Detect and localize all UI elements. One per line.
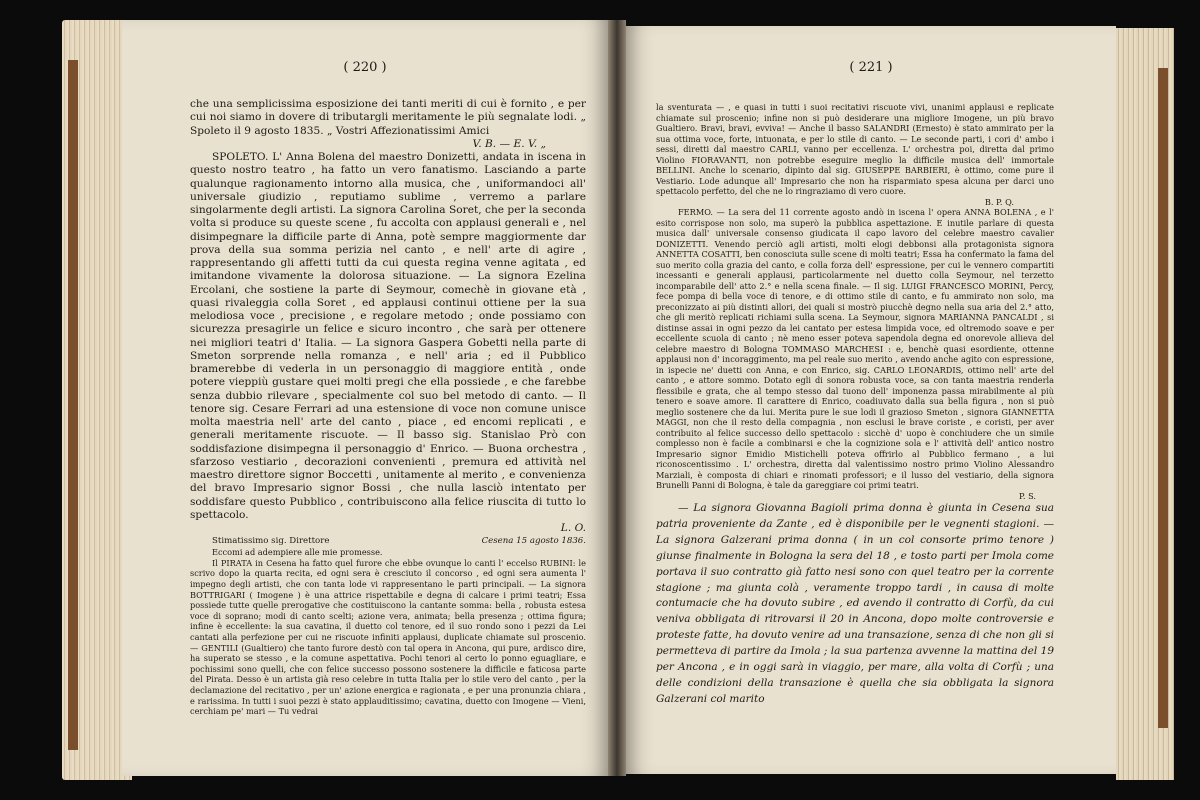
pirata-paragraph: Il PIRATA in Cesena ha fatto quel furore che ebbe ovunque lo canti l' eccelso RUBINI: le scrivo dopo la quarta recita, ed ogni sera è cresciuto il concorso , ed ogni sera aumenta l' impegno degli artisti, che con tanta lode vi rappresentano le parti principali. — La signora BOTTRIGARI ( Imogene ) è una attrice rispettabile e degna di calcare i primi teatri; Essa possiede tutte quelle prerogative che costituiscono la cantante somma: bella , robusta estesa voce di soprano; modi di canto scelti; azione vera, animata; bella presenza ; ottima figura; infine è eccellente: la sua cavatina, il duetto col tenore, ed il suo rondo sono i pezzi da Lei cantati alla perfezione per cui ne riscuote infiniti applausi, duplicate chiamate sul proscenio. — GENTILI (Gualtiero) che tanto furore destò con tal opera in Ancona, qui pure, ardisco dire, ha superato se stesso , e la comune aspettativa. Pochi tenori al certo lo ponno eguagliare, e pochissimi sono quelli, che con felice successo possono sostenere la difficile e faticosa parte del Pirata. Desso è un artista già reso celebre in tutta Italia per lo stile vero del canto , per la declamazione del recitativo , per un' azione energica e ragionata , e per una pronunzia chiara , e rarissima. In tutti i suoi pezzi è stato applauditissimo; cavatina, duetto con Imogene — Vieni, cerchiam pe' mari — Tu vedrai <box>190 557 586 717</box>
salutation: Stimatissimo sig. Direttore <box>212 536 330 547</box>
fermo-paragraph: FERMO. — La sera del 11 corrente agosto andò in iscena l' opera ANNA BOLENA , e l' esito corrispose non solo, ma superò la pubblica aspettazione. E inutile parlare di questa musica dall' universale consenso giudicata il capo lavoro del celebre maestro cavalier DONIZETTI. Venendo perciò agli artisti, molti elogi debbonsi alla protagonista signora ANNETTA COSATTI, ben conosciuta sulle scene di molti teatri; Essa ha confermato la fama del suo merito colla grazia del canto, e colla forza dell' espressione, per cui le vennero compartiti incessanti e generali applausi, particolarmente nel duetto colla Seymour, nel terzetto incomparabile dell' atto 2.° e nella scena finale. — Il sig. LUIGI FRANCESCO MORINI, Percy, fece pompa di bella voce di tenore, e di ottimo stile di canto, e fu ammirato non solo, ma preconizzato ai più distinti allori, dei quali si mostrò piucchè degno nella sua aria del 2.° atto, che gli meritò replicati richiami sulla scena. La Seymour, signora MARIANNA PANCALDI , si distinse assai in ogni pezzo da lei cantato per estesa limpida voce, ed oltremodo soave e per eccellente scuola di canto ; nè meno esser poteva sapendola degna ed onorevole allieva del celebre maestro di Bologna TOMMASO MARCHESI : e, benchè quasi esordiente, ottenne applausi non d' incoraggimento, ma pel reale suo merito , avendo anche agito con espressione, in ispecie ne' duetti con Anna, e con Enrico, sig. CARLO LEONARDIS, ottimo nell' arte del canto , e attore sommo. Dotato egli di sonora robusta voce, sa con tanta maestria renderla flessibile e grata, che al tempo stesso dal tuono dell' imponenza passa mirabilmente al più tenero e soave amore. Il carattere di Enrico, coadiuvato dalla sua bella figura , non si può meglio sostenere che da lui. Merita pure le sue lodi il grazioso Smeton , signora GIANNETTA MAGGI, non che il resto della compagnia , non esclusi le brave coriste , e coristi, per aver contribuito al felice successo dello spettacolo : sicchè d' uopo è conchiudere che un simile complesso non è facile a combinarsi e che la cognizione sola e l' attività dell' antico nostro Impresario signor Emidio Mistichelli poteva offrirlo al Pubblico fermano , a lui riconoscentissimo . L' orchestra, diretta dal valentissimo nostro primo Violino Alessandro Marziali, è composta di chiari e rinomati professori; e il lusso del vestiario, della signora Brunelli Panni di Bologna, è tale da gareggiare coi primi teatri. <box>656 207 1054 490</box>
page-number-right: ( 221 ) <box>849 60 893 75</box>
spoleto-paragraph: SPOLETO. L' Anna Bolena del maestro Donizetti, andata in iscena in questo nostro teatro , ha fatto un vero fanatismo. Lasciando a parte qualunque ragionamento intorno alla musica, che , uniformandoci all' universale giudizio , reputiamo sublime , verremo a parlare singolarmente degli artisti. La signora Carolina Soret, che per la seconda volta si produce su queste scene , fu accolta con applausi generali e , nel disimpegnare la difficile parte di Anna, potè sempre maggiormente dar prova della sua somma perizia nel canto , e nell' arte di agire , rappresentando gli affetti tutti da cui questa regina venne agitata , ed imitandone vivamente la dolorosa situazione. — La signora Ezelina Ercolani, che sostiene la parte di Seymour, comechè in giovane età , quasi rivaleggia colla Soret , ed applausi continui ottiene per la sua melodiosa voce , precisione , e regolare metodo ; onde possiamo con sicurezza presagirle un felice e sicuro incontro , che sarà per ottenere nei migliori teatri d' Italia. — La signora Gaspera Gobetti nella parte di Smeton sorprende nella romanza , e nell' aria ; ed il Pubblico bramerebbe di vederla in un personaggio di maggiore entità , onde potere vieppiù gustare quei molti pregi che ella possiede , e che farebbe senza dubbio rilevare , specialmente col suo bel metodo di canto. — Il tenore sig. Cesare Ferrari ad una estensione di voce non comune unisce molta maestria nell' arte del canto , piace , ed encomi replicati , e generali meritamente riscuote. — Il basso sig. Stanislao Prò con soddisfazione disimpegna il personaggio d' Enrico. — Buona orchestra , sfarzoso vestiario , decorazioni convenienti , premura ed attività nel maestro direttore signor Boccetti , unitamente al merito , e convenienza del bravo Impresario signor Bossi , che nulla lasciò intentato per soddisfare questo Pubblico , contribuiscono alla felice riuscita di tutto lo spettacolo. <box>190 151 586 521</box>
right-page <box>626 26 1116 774</box>
signature-lo: L. O. <box>560 522 586 534</box>
right-page-edges <box>1116 28 1174 780</box>
opening-paragraph: la sventurata — , e quasi in tutti i suoi recitativi riscuote vivi, unanimi applausi e replicate chiamate sul proscenio; infine non si può desiderare una migliore Imogene, un più bravo Gualtiero. Bravi, bravi, evviva! — Anche il basso SALANDRI (Ernesto) è stato ammirato per la sua ottima voce, forte, intuonata, e per lo stile di canto. — Le seconde parti, i cori d' ambo i sessi, diretti dal maestro CARLI, vanno per eccellenza. L' orchestra poi, diretta dal primo Violino FIORAVANTI, non potrebbe eseguire meglio la difficile musica dell' immortale BELLINI. Anche lo scenario, dipinto dal sig. GIUSEPPE BARBIERI, è ottimo, come pure il Vestiario. Lode adunque all' Impresario che non ha risparmiato spesa alcuna per darci uno spettacolo perfetto, del che ne lo ringraziamo di vero cuore. <box>656 102 1054 196</box>
left-page <box>122 20 608 776</box>
book-gutter <box>608 20 626 776</box>
signature-ps: P. S. <box>1019 490 1036 501</box>
left-page-text <box>190 98 586 717</box>
signature-vb-ev: V. B. — E. V. „ <box>472 137 546 150</box>
closing-paragraph: — La signora Giovanna Bagioli prima donna è giunta in Cesena sua patria proveniente da Zante , ed è disponibile per le vegnenti stagioni. — La signora Galzerani prima donna ( in un col consorte primo tenore ) giunse finalmente in Bologna la sera del 18 , e tosto parti per Imola come portava il suo contratto già fatto nesi sono con quel teatro per la corrente stagione ; ma giunta colà , veramente troppo tardi , in causa di molte contumacie che ha dovuto subire , ed avendo il contratto di Corfù, da cui veniva obbligata di ritrovarsi il 20 in Ancona, dopo molte controversie e proteste fatte, ha dovuto venire ad una transazione, senza di che non gli si permetteva di partire da Imola ; la sua partenza avvenne la mattina del 19 per Ancona , e in oggi sarà in viaggio, per mare, alla volta di Corfù ; una delle condizioni della transazione è quella che sia obbligata la signora Galzerani col marito <box>656 502 1054 705</box>
eccomi-line: Eccomi ad adempiere alle mie promesse. <box>212 547 383 558</box>
letter-date: Cesena 15 agosto 1836. <box>481 536 586 547</box>
letter-header <box>190 536 586 547</box>
open-book <box>62 14 1174 786</box>
intro-paragraph: che una semplicissima esposizione dei tanti meriti di cui è fornito , e per cui noi siamo in dovere di tributargli meritamente le più segnalate lodi. „ Spoleto il 9 agosto 1835. „ Vostri Affezionatissimi Amici <box>190 98 586 137</box>
right-page-text <box>656 102 1054 708</box>
signature-bpq: B. P. Q. <box>984 196 1014 207</box>
page-number-left: ( 220 ) <box>343 60 387 75</box>
